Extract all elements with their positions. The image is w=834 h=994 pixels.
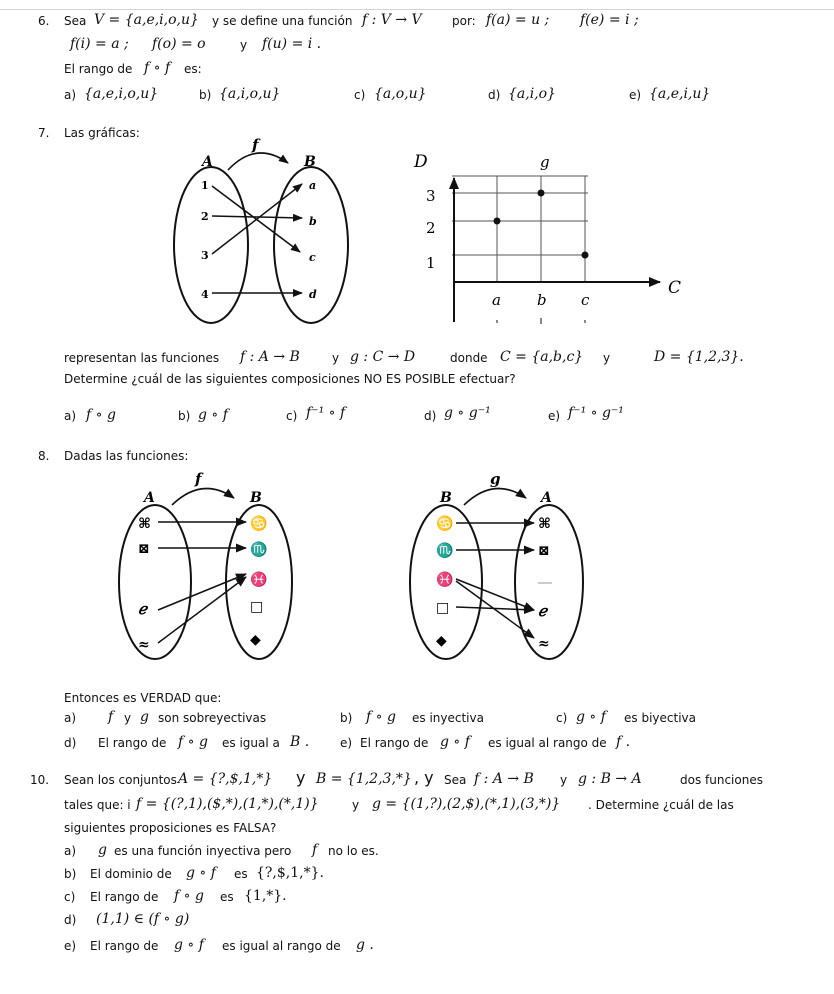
q8f-left-symbol: ≈ bbox=[138, 637, 150, 653]
q8-title: Dadas las funciones: bbox=[64, 449, 189, 463]
q8-opt-d-pre: El rango de bbox=[98, 736, 167, 750]
q8-opt-d-set: B . bbox=[290, 734, 310, 750]
q10-number: 10. bbox=[30, 773, 50, 787]
q10-sea: Sea bbox=[444, 773, 467, 787]
q10-intro: Sean los conjuntos bbox=[64, 773, 177, 787]
q10-opt-c-label: c) bbox=[64, 890, 76, 904]
q7-b-element: a bbox=[309, 179, 317, 192]
q8-opt-c-expr: g ∘ f bbox=[576, 709, 606, 725]
q6-option-label: b) bbox=[199, 88, 212, 102]
q7-set-b-label: B bbox=[304, 154, 316, 170]
q6-number: 6. bbox=[38, 14, 50, 28]
q8g-left-symbol: ♏ bbox=[436, 543, 454, 559]
q8f-mapping-curve bbox=[172, 489, 234, 505]
q7-donde: donde bbox=[450, 351, 488, 365]
q8-opt-c-text: es biyectiva bbox=[624, 711, 696, 725]
q8-opt-b-expr: f ∘ g bbox=[366, 709, 396, 725]
q7-option-value: f ∘ g bbox=[86, 407, 116, 423]
q7-y2: y bbox=[603, 351, 611, 365]
q7-b-element: d bbox=[309, 288, 317, 301]
q8f-right-set: B bbox=[250, 490, 262, 506]
q8f-func-label: f bbox=[195, 470, 202, 488]
q7-a-element: 2 bbox=[201, 210, 209, 223]
q8-opt-c-label: c) bbox=[556, 711, 568, 725]
graph-func-label: g bbox=[540, 153, 550, 171]
q8f-right-symbol: ◆ bbox=[250, 632, 261, 648]
q7-title: Las gráficas: bbox=[64, 126, 140, 140]
q6-range-prefix: El rango de bbox=[64, 62, 133, 76]
q10-f-def: f : A → B bbox=[474, 771, 534, 787]
q7-option-value: f⁻¹ ∘ g⁻¹ bbox=[568, 405, 624, 421]
q6-intro: Sea bbox=[64, 14, 87, 28]
q8-opt-e-label: e) bbox=[340, 736, 353, 750]
q8f-right-symbol: ♓ bbox=[250, 572, 268, 588]
q8-number: 8. bbox=[38, 449, 50, 463]
q8-opt-a-f: f bbox=[108, 709, 114, 725]
graph-y-tick: 1 bbox=[426, 254, 436, 272]
q8g-right-symbol: ⌘ bbox=[538, 516, 551, 532]
q6-f-o: f(o) = o bbox=[152, 36, 206, 52]
q8f-left-symbol: ℯ bbox=[138, 600, 147, 618]
q6-f-e: f(e) = i ; bbox=[580, 12, 639, 28]
q8-opt-b-label: b) bbox=[340, 711, 353, 725]
q8-opt-a-label: a) bbox=[64, 711, 77, 725]
q10-opt-a-g: g bbox=[98, 842, 107, 858]
q8-opt-e-f: f . bbox=[616, 734, 631, 750]
q6-set-def: V = {a,e,i,o,u} bbox=[94, 12, 199, 28]
q6-f-i: f(i) = a ; bbox=[70, 36, 129, 52]
q6-y: y bbox=[240, 38, 248, 52]
q8f-left-ellipse bbox=[119, 505, 191, 659]
q10-set-b: B = {1,2,3,*} bbox=[316, 771, 412, 787]
q8f-mapping-arrow bbox=[158, 574, 246, 610]
q10-y2: y bbox=[352, 798, 360, 812]
q8f-right-symbol: □ bbox=[250, 599, 264, 615]
q8g-right-symbol: ℯ bbox=[538, 602, 547, 620]
graph-x-tick: c bbox=[581, 291, 590, 309]
q10-opt-c-pre: El rango de bbox=[90, 890, 159, 904]
q8g-right-symbol: ≈ bbox=[538, 636, 550, 652]
q10-line3: siguientes proposiciones es FALSA? bbox=[64, 821, 277, 835]
q6-option-value: {a,i,o} bbox=[508, 86, 556, 102]
graph-x-label: C bbox=[668, 278, 682, 298]
q10-g-pairs: g = {(1,?),(2,$),(*,1),(3,*)} bbox=[372, 796, 561, 812]
q7-y: y bbox=[332, 351, 340, 365]
q10-y: y bbox=[560, 773, 568, 787]
q6-option-value: {a,e,i,u} bbox=[649, 86, 711, 102]
q7-g-def: g : C → D bbox=[350, 349, 416, 365]
q10-opt-a-label: a) bbox=[64, 844, 77, 858]
q10-opt-b-set: {?,$,1,*}. bbox=[256, 865, 324, 881]
q8f-left-symbol: ⌘ bbox=[138, 516, 151, 532]
q10-comma-y: , y bbox=[414, 768, 434, 787]
q8g-func-label: g bbox=[490, 470, 501, 488]
q6-option-label: c) bbox=[354, 88, 366, 102]
q8g-left-symbol: ♓ bbox=[436, 572, 454, 588]
q8-opt-e-text: es igual al rango de bbox=[488, 736, 607, 750]
q7-a-element: 4 bbox=[201, 288, 209, 301]
q8-opt-d-text: es igual a bbox=[222, 736, 280, 750]
q8-opt-a-y: y bbox=[124, 711, 132, 725]
q6-f-a: f(a) = u ; bbox=[486, 12, 550, 28]
q7-option-value: f⁻¹ ∘ f bbox=[306, 405, 346, 421]
q7-option-label: b) bbox=[178, 409, 191, 423]
q7-b-element: b bbox=[309, 215, 317, 228]
q10-tales: tales que: i bbox=[64, 798, 131, 812]
q6-mid: y se define una función bbox=[212, 14, 353, 28]
q8g-left-symbol: □ bbox=[436, 600, 450, 616]
q7-c-set: C = {a,b,c} bbox=[500, 349, 584, 365]
q10-opt-b-expr: g ∘ f bbox=[186, 865, 216, 881]
q10-opt-e-text: es igual al rango de bbox=[222, 939, 341, 953]
q7-a-element: 3 bbox=[201, 249, 209, 262]
q7-b-element: c bbox=[309, 251, 316, 264]
q10-opt-b-pre: El dominio de bbox=[90, 867, 172, 881]
q10-opt-b-label: b) bbox=[64, 867, 77, 881]
q10-opt-c-set: {1,*}. bbox=[244, 888, 287, 904]
q8g-left-set: B bbox=[440, 490, 452, 506]
q6-por: por: bbox=[452, 14, 476, 28]
q7-option-value: g ∘ g⁻¹ bbox=[444, 405, 491, 421]
q10-opt-c-es: es bbox=[220, 890, 234, 904]
graph-x-tick: a bbox=[492, 291, 501, 309]
q6-f-u: f(u) = i . bbox=[262, 36, 322, 52]
q7-a-element: 1 bbox=[201, 179, 209, 192]
q8-opt-e-pre: El rango de bbox=[360, 736, 429, 750]
q8-opt-a-text: son sobreyectivas bbox=[158, 711, 267, 725]
q10-set-a: A = {?,$,1,*} bbox=[178, 771, 273, 787]
q10-y-big: y bbox=[296, 768, 306, 787]
q7-option-label: a) bbox=[64, 409, 77, 423]
q7-option-label: c) bbox=[286, 409, 298, 423]
q8f-left-symbol: ⊠ bbox=[138, 541, 150, 557]
q8g-right-set: A bbox=[541, 490, 552, 506]
q10-opt-e-pre: El rango de bbox=[90, 939, 159, 953]
graph-y-tick: 2 bbox=[426, 219, 436, 237]
q6-option-value: {a,o,u} bbox=[374, 86, 427, 102]
q8-opt-e-expr: g ∘ f bbox=[440, 734, 470, 750]
q6-option-label: e) bbox=[629, 88, 642, 102]
q10-f-pairs: f = {(?,1),($,*),(1,*),(*,1)} bbox=[136, 796, 319, 812]
q6-range-expr: f ∘ f bbox=[144, 60, 171, 76]
q8f-right-symbol: ♏ bbox=[250, 542, 268, 558]
q6-option-label: a) bbox=[64, 88, 77, 102]
q7-f-def: f : A → B bbox=[240, 349, 300, 365]
q10-opt-e-label: e) bbox=[64, 939, 77, 953]
q8f-left-set: A bbox=[144, 490, 155, 506]
q6-option-value: {a,e,i,o,u} bbox=[84, 86, 159, 102]
q10-opt-b-es: es bbox=[234, 867, 248, 881]
graph-x-tick: b bbox=[537, 291, 547, 309]
q10-det: . Determine ¿cuál de las bbox=[588, 798, 734, 812]
q8g-mapping-arrow bbox=[456, 579, 534, 610]
graph-y-label: D bbox=[414, 152, 428, 172]
q10-opt-a-f: f bbox=[312, 842, 318, 858]
q8-intro: Entonces es VERDAD que: bbox=[64, 691, 222, 705]
q7-option-label: d) bbox=[424, 409, 437, 423]
q6-option-value: {a,i,o,u} bbox=[219, 86, 281, 102]
q6-func: f : V → V bbox=[362, 12, 422, 28]
q10-opt-e-g: g . bbox=[356, 937, 374, 953]
q8f-right-symbol: ♋ bbox=[250, 516, 268, 532]
q8g-left-symbol: ◆ bbox=[436, 633, 447, 649]
q7-func-label: f bbox=[252, 136, 259, 154]
q7-d-set: D = {1,2,3}. bbox=[654, 349, 744, 365]
q8g-mapping-curve bbox=[464, 489, 526, 505]
q7-number: 7. bbox=[38, 126, 50, 140]
q8-opt-d-expr: f ∘ g bbox=[178, 734, 208, 750]
q8f-mapping-arrow bbox=[158, 577, 246, 643]
q10-opt-d-expr: (1,1) ∈ (f ∘ g) bbox=[96, 911, 190, 927]
q10-g-def: g : B → A bbox=[578, 771, 642, 787]
q7-option-label: e) bbox=[548, 409, 561, 423]
q8-opt-b-text: es inyectiva bbox=[412, 711, 484, 725]
q6-option-label: d) bbox=[488, 88, 501, 102]
q10-opt-a-end: no lo es. bbox=[328, 844, 379, 858]
q8-opt-d-label: d) bbox=[64, 736, 77, 750]
q6-range-suffix: es: bbox=[184, 62, 202, 76]
q10-opt-a-text: es una función inyectiva pero bbox=[114, 844, 292, 858]
q7-question: Determine ¿cuál de las siguientes composiciones NO ES POSIBLE efectuar? bbox=[64, 372, 516, 386]
q8-opt-a-g: g bbox=[140, 709, 149, 725]
graph-y-tick: 3 bbox=[426, 187, 436, 205]
q8g-left-symbol: ♋ bbox=[436, 516, 454, 532]
q10-opt-d-label: d) bbox=[64, 913, 77, 927]
q10-opt-c-expr: f ∘ g bbox=[174, 888, 204, 904]
q7-option-value: g ∘ f bbox=[198, 407, 228, 423]
q8g-right-symbol: ⊠ bbox=[538, 543, 550, 559]
q7-text-prefix: representan las funciones bbox=[64, 351, 220, 365]
q10-opt-e-expr: g ∘ f bbox=[174, 937, 204, 953]
q7-set-a-label: A bbox=[202, 154, 213, 170]
q10-dos-funciones: dos funciones bbox=[680, 773, 763, 787]
